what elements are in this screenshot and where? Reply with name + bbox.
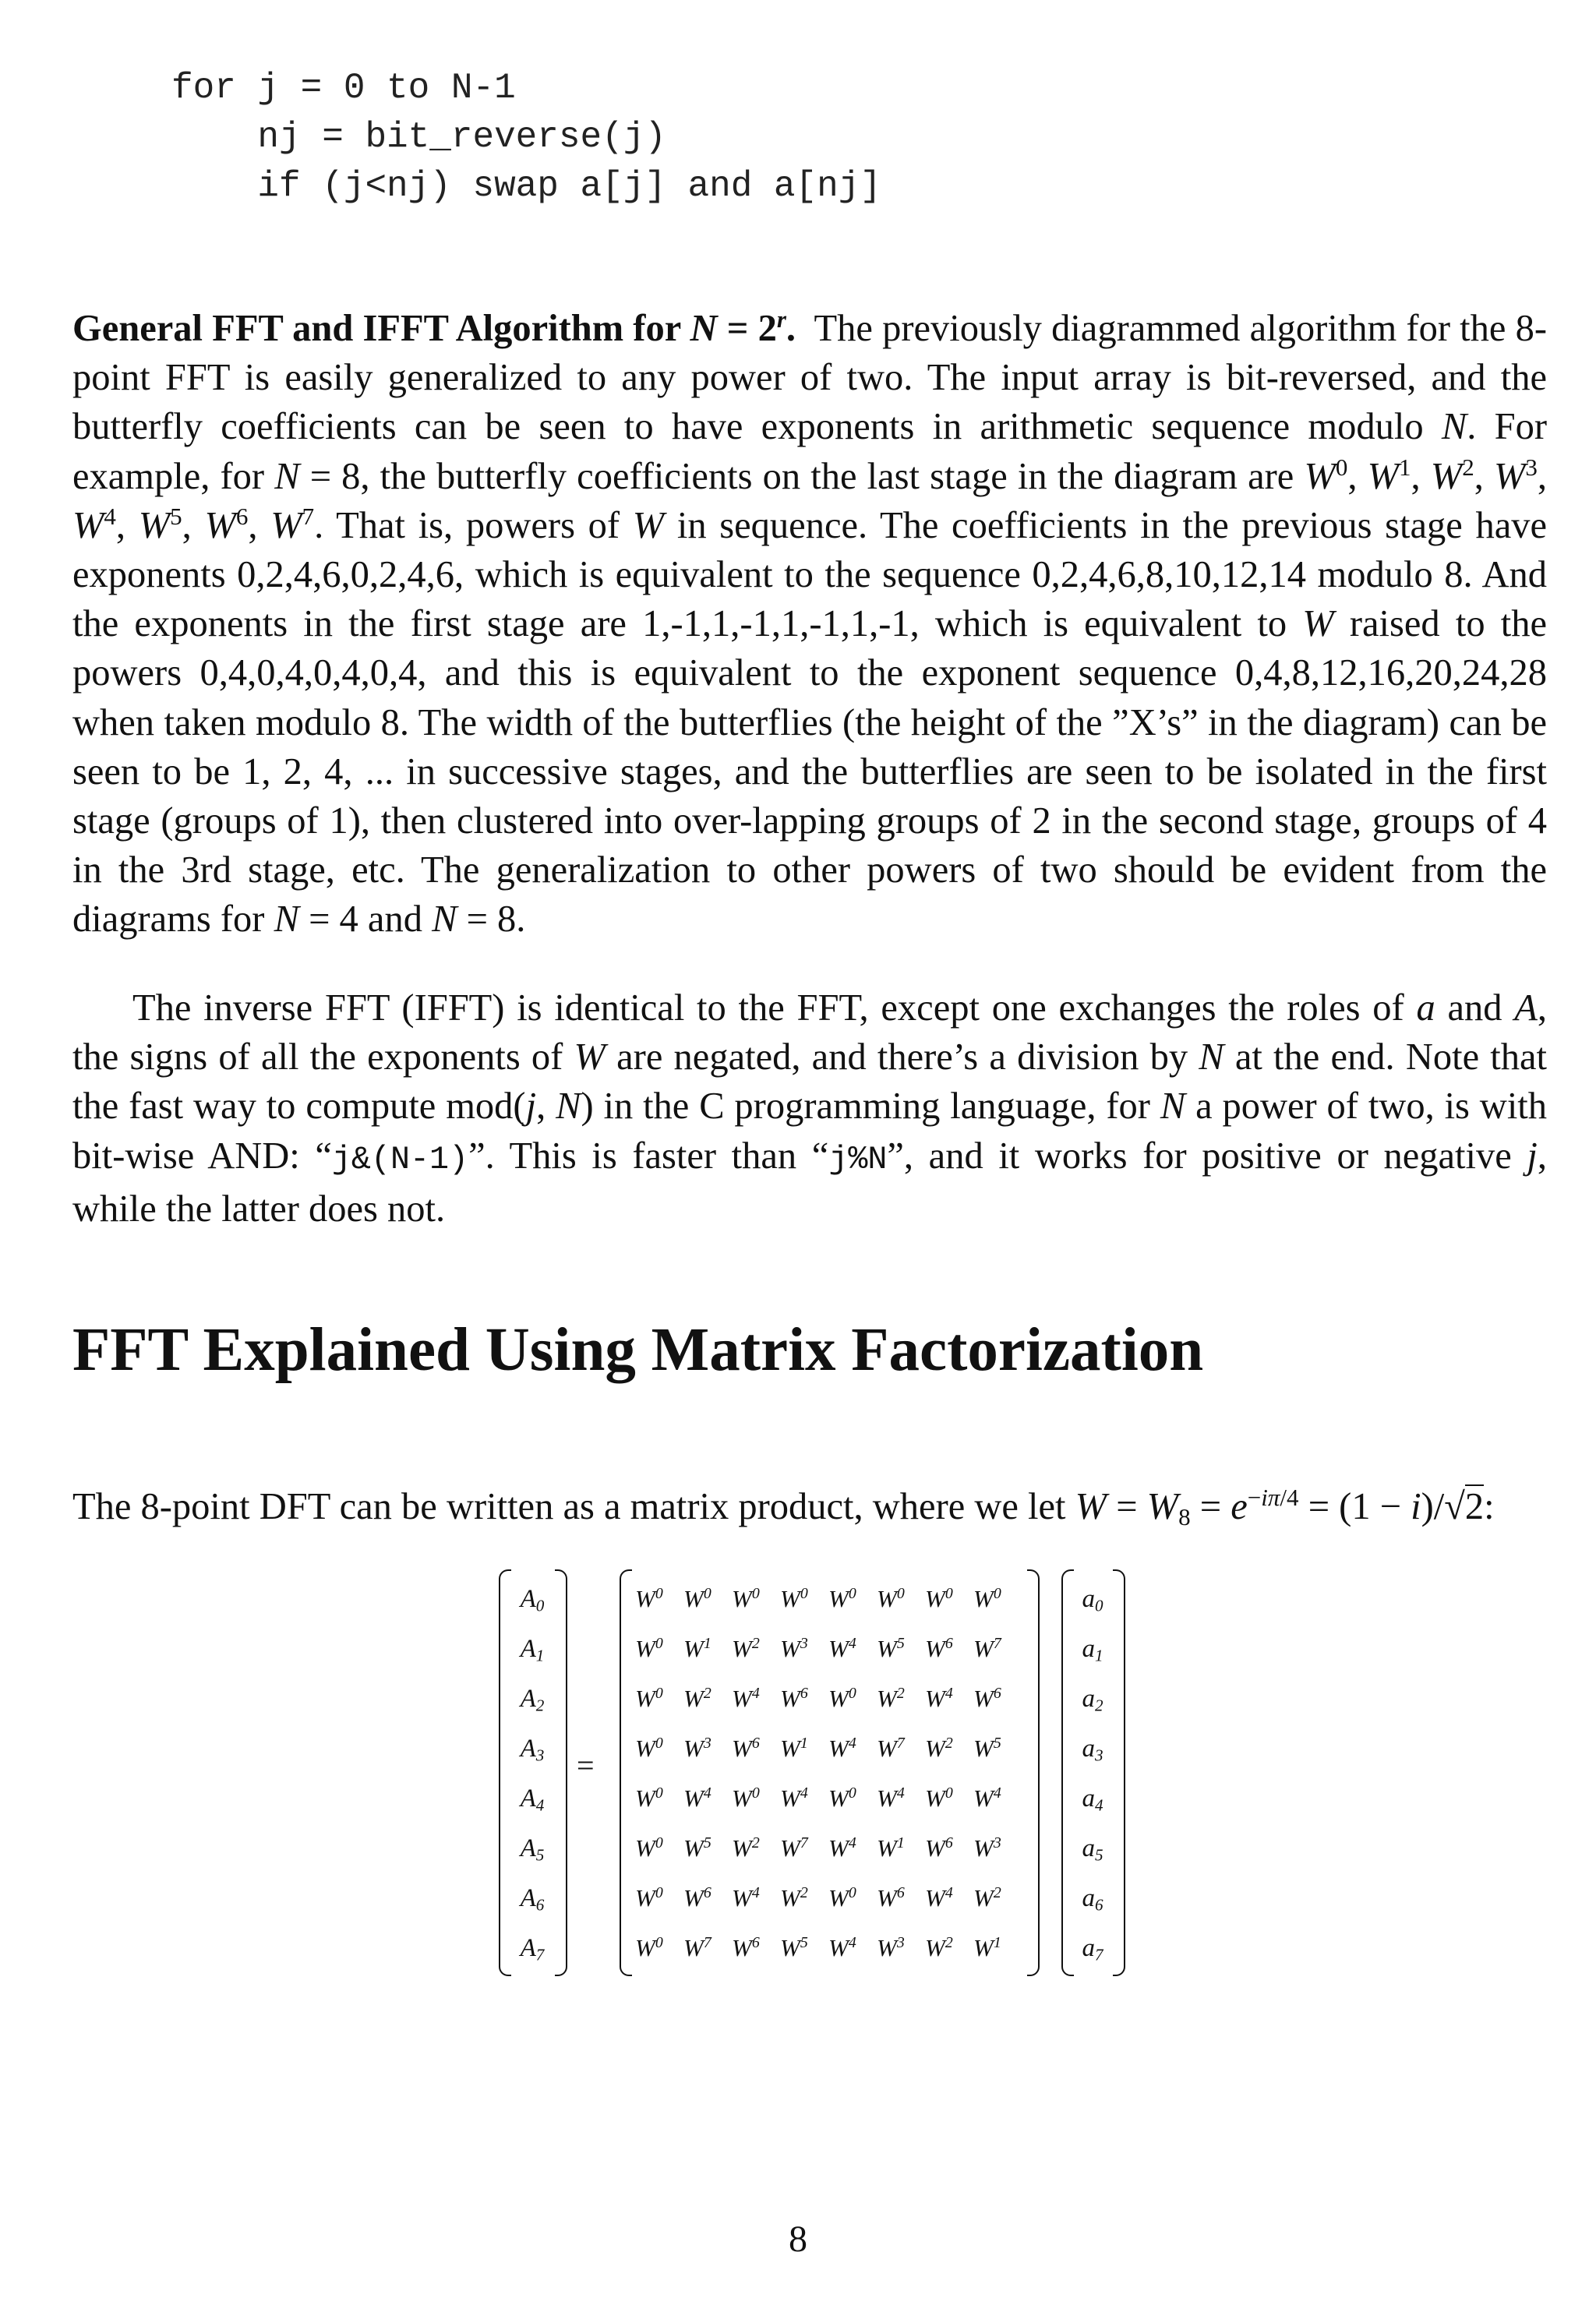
matrix-entry: $W^6$ <box>925 1834 953 1862</box>
vector-entry: $A_3$ <box>520 1735 545 1765</box>
matrix-entry: $W^5$ <box>877 1635 905 1662</box>
matrix-entry: $W^0$ <box>877 1585 905 1612</box>
matrix-entry: $W^0$ <box>635 1735 663 1762</box>
matrix-entry: $W^6$ <box>925 1635 953 1662</box>
matrix-entry: $W^6$ <box>877 1884 905 1911</box>
matrix-entry: $W^3$ <box>877 1934 905 1961</box>
matrix-entry: $W^4$ <box>828 1735 856 1762</box>
vector-entry: $A_7$ <box>520 1934 545 1964</box>
matrix-entry: $W^0$ <box>635 1834 663 1862</box>
matrix-entry: $W^0$ <box>635 1635 663 1662</box>
vector-entry: $a_4$ <box>1082 1784 1103 1815</box>
matrix-entry: $W^2$ <box>780 1884 808 1911</box>
matrix-entry: $W^2$ <box>877 1685 905 1712</box>
matrix-entry: $W^5$ <box>780 1934 808 1961</box>
matrix-row <box>635 1635 1022 1663</box>
matrix-entry: $W^0$ <box>780 1585 808 1612</box>
matrix-entry: $W^6$ <box>732 1735 760 1762</box>
matrix-entry: $W^0$ <box>635 1685 663 1712</box>
matrix-entry: $W^3$ <box>683 1735 711 1762</box>
matrix-entry: $W^6$ <box>732 1934 760 1961</box>
matrix-entry: $W^0$ <box>635 1784 663 1812</box>
matrix-entry: $W^4$ <box>683 1784 711 1812</box>
matrix-row <box>635 1834 1022 1862</box>
code-line: if (j<nj) swap a[j] and a[nj] <box>171 166 881 207</box>
page-number: 8 <box>789 2219 807 2260</box>
matrix-entry: $W^4$ <box>780 1784 808 1812</box>
matrix-entry: $W^0$ <box>635 1934 663 1961</box>
matrix-entry: $W^5$ <box>683 1834 711 1862</box>
inline-code: j&(N-1) <box>331 1140 469 1178</box>
vector-entry: $A_4$ <box>520 1784 545 1815</box>
matrix-row <box>635 1735 1022 1763</box>
matrix-entry: $W^4$ <box>828 1635 856 1662</box>
matrix-entry: $W^7$ <box>683 1934 711 1961</box>
right-bracket <box>1113 1569 1125 1976</box>
matrix-entry: $W^0$ <box>732 1585 760 1612</box>
paragraph-ifft: The inverse FFT (IFFT) is identical to the FFT, except one exchanges the roles of a and A, the signs of all the exponents of W are negated, and there’s a division by N at the end. Note that the fast way to compute mod(j, N) in the C programming language, for N a power of two, is with bit-wise AND: “j&(N-1)”. This is faster than “j%N”, and it works for positive or negative j, while the latter does not. <box>72 987 1548 1230</box>
vector-entry: $a_5$ <box>1082 1834 1103 1865</box>
vector-entry: $A_6$ <box>520 1884 545 1915</box>
code-line: for j = 0 to N-1 <box>171 68 516 108</box>
section-title: FFT Explained Using Matrix Factorization <box>72 1316 1204 1384</box>
vector-entry: $a_6$ <box>1082 1884 1103 1915</box>
matrix-entry: $W^0$ <box>828 1784 856 1812</box>
matrix-entry: $W^4$ <box>973 1784 1001 1812</box>
matrix-entry: $W^3$ <box>973 1834 1001 1862</box>
matrix-entry: $W^0$ <box>732 1784 760 1812</box>
matrix-entry: $W^0$ <box>973 1585 1001 1612</box>
vector-entry: $a_0$ <box>1082 1585 1103 1615</box>
code-line: nj = bit_reverse(j) <box>171 117 666 157</box>
vector-entry: $a_3$ <box>1082 1735 1103 1765</box>
matrix-entry: $W^0$ <box>828 1884 856 1911</box>
paragraph-matrix-intro: The 8-point DFT can be written as a matrix product, where we let $W = W_8 = e^{-i\pi/4} = (1 - i)/√2$: <box>72 1483 1495 1530</box>
output-vector <box>510 1569 555 1975</box>
matrix-entry: $W^0$ <box>828 1685 856 1712</box>
paragraph-general-fft: General FFT and IFFT Algorithm for $N = 2^r$. The previously diagrammed algorithm for the 8-point FFT is easily generalized to any power of two. The input array is bit-reversed, and the butterfly coefficients can be seen to have exponents in arithmetic sequence modulo N. For example, for N = 8, the butterfly coefficients on the last stage in the diagram are $W^0$, $W^1$, $W^2$, $W^3$, $W^4$, $W^5$, $W^6$, $W^7$. That is, powers of W in sequence. The coefficients in the previous stage have exponents 0,2,4,6,0,2,4,6, which is equivalent to the sequence 0,2,4,6,8,10,12,14 modulo 8. And the exponents in the first stage are 1,-1,1,-1,1,-1,1,-1, which is equivalent to W raised to the powers 0,4,0,4,0,4,0,4, and this is equivalent to the exponent sequence 0,4,8,12,16,20,24,28 when taken modulo 8. The width of the butterflies (the height of the ”X’s” in the diagram) can be seen to be 1, 2, 4, ... in successive stages, and the butterflies are seen to be isolated in the first stage (groups of 1), then clustered into over-lapping groups of 2 in the second stage, groups of 4 in the 3rd stage, etc. The generalization to other powers of two should be evident from the diagrams for N = 4 and N = 8. <box>72 305 1548 941</box>
matrix-entry: $W^4$ <box>828 1834 856 1862</box>
right-bracket <box>555 1569 567 1976</box>
matrix-row <box>635 1685 1022 1713</box>
matrix-entry: $W^1$ <box>683 1635 711 1662</box>
right-bracket <box>1027 1569 1040 1976</box>
vector-entry: $a_7$ <box>1082 1934 1103 1964</box>
matrix-row <box>635 1784 1022 1813</box>
matrix-entry: $W^7$ <box>780 1834 808 1862</box>
vector-entry: $a_1$ <box>1082 1635 1103 1665</box>
matrix-entry: $W^2$ <box>925 1934 953 1961</box>
matrix-entry: $W^1$ <box>877 1834 905 1862</box>
matrix-entry: $W^0$ <box>828 1585 856 1612</box>
matrix-entry: $W^5$ <box>973 1735 1001 1762</box>
matrix-entry: $W^2$ <box>732 1834 760 1862</box>
matrix-entry: $W^4$ <box>732 1685 760 1712</box>
vector-entry: $A_2$ <box>520 1685 545 1715</box>
matrix-row <box>635 1585 1022 1613</box>
matrix-entry: $W^0$ <box>635 1585 663 1612</box>
matrix-entry: $W^1$ <box>780 1735 808 1762</box>
matrix-entry: $W^1$ <box>973 1934 1001 1961</box>
paragraph-heading: General FFT and IFFT Algorithm for $N = 2^r$. <box>72 305 796 349</box>
matrix-entry: $W^6$ <box>780 1685 808 1712</box>
matrix-row <box>635 1934 1022 1962</box>
matrix-entry: $W^6$ <box>973 1685 1001 1712</box>
vector-entry: $A_1$ <box>520 1635 545 1665</box>
matrix-entry: $W^4$ <box>732 1884 760 1911</box>
matrix-entry: $W^0$ <box>635 1884 663 1911</box>
matrix-entry: $W^4$ <box>925 1884 953 1911</box>
matrix-entry: $W^3$ <box>780 1635 808 1662</box>
matrix-entry: $W^4$ <box>925 1685 953 1712</box>
vector-entry: $a_2$ <box>1082 1685 1103 1715</box>
matrix-entry: $W^4$ <box>828 1934 856 1961</box>
matrix-entry: $W^7$ <box>877 1735 905 1762</box>
matrix-entry: $W^0$ <box>925 1784 953 1812</box>
matrix-row <box>635 1884 1022 1912</box>
input-vector <box>1072 1569 1113 1975</box>
vector-entry: $A_0$ <box>520 1585 545 1615</box>
matrix-entry: $W^2$ <box>973 1884 1001 1911</box>
bit-reverse-code <box>171 64 881 211</box>
matrix-entry: $W^6$ <box>683 1884 711 1911</box>
inline-code: j%N <box>828 1140 888 1178</box>
left-bracket <box>620 1569 632 1976</box>
vector-entry: $A_5$ <box>520 1834 545 1865</box>
matrix-entry: $W^7$ <box>973 1635 1001 1662</box>
matrix-entry: $W^2$ <box>925 1735 953 1762</box>
matrix-entry: $W^2$ <box>732 1635 760 1662</box>
matrix-entry: $W^0$ <box>925 1585 953 1612</box>
matrix-entry: $W^4$ <box>877 1784 905 1812</box>
matrix-entry: $W^2$ <box>683 1685 711 1712</box>
equals-sign: = <box>577 1748 595 1783</box>
matrix-entry: $W^0$ <box>683 1585 711 1612</box>
